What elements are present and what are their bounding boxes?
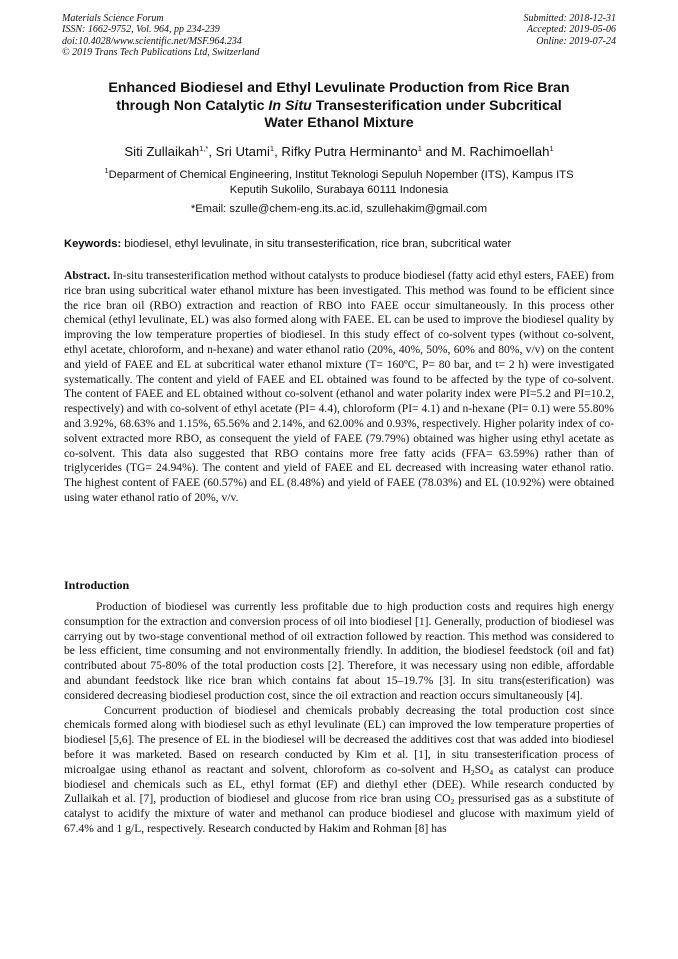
keywords bbox=[64, 238, 614, 250]
author-affiliation-mark: 1 bbox=[269, 144, 275, 153]
journal-header-right bbox=[524, 13, 617, 47]
paragraph-text: SO bbox=[474, 762, 490, 776]
affiliation-mark: 1 bbox=[104, 166, 109, 175]
title-text: through Non Catalytic bbox=[116, 97, 269, 114]
subscript: 2 bbox=[470, 767, 475, 777]
affiliation bbox=[70, 168, 608, 198]
author-affiliation-mark: 1 bbox=[549, 144, 554, 153]
author-name: Siti Zullaikah bbox=[124, 144, 200, 159]
keywords-text: biodiesel, ethyl levulinate, in situ transesterification, rice bran, subcritical water bbox=[121, 238, 512, 250]
email-line: *Email: szulle@chem-eng.its.ac.id, szullehakim@gmail.com bbox=[190, 203, 488, 215]
author-list bbox=[40, 144, 638, 159]
paper-title bbox=[60, 80, 618, 133]
online-date: Online: 2019-07-24 bbox=[536, 35, 616, 47]
author-affiliation-mark: 1,* bbox=[199, 144, 209, 153]
introduction-body bbox=[64, 600, 614, 837]
paragraph: Production of biodiesel was currently less profitable due to high production costs and requires high energy consumption for the extraction and conversion process of oil into biodiesel [1]. Generally, production of biodiesel was carrying out by two-stage conventional method of oil extraction followed by reaction. This method was considered to be less efficient, time consuming and not environmentally friendly. In addition, the biodiesel feedstock (oil and fat) contributed about 75-80% of the total production costs [2]. Therefore, it was necessary using non edible, affordable and abundant feedstock like rice bran which contains fat about 15–19.7% [3]. In situ trans(esterification) was considered decreasing biodiesel production cost, since the oil extraction and reaction occurs simultaneously [4]. bbox=[64, 600, 614, 702]
affiliation-line-1 bbox=[70, 168, 608, 183]
title-line-1: Enhanced Biodiesel and Ethyl Levulinate Production from Rice Bran bbox=[108, 80, 570, 96]
abstract bbox=[64, 269, 614, 506]
paragraph bbox=[64, 704, 614, 837]
issn-line: ISSN: 1662-9752, Vol. 964, pp 234-239 bbox=[62, 24, 220, 36]
title-line-3: Water Ethanol Mixture bbox=[264, 115, 414, 131]
paragraph-text: pressurised gas as a substitute of catalyst to acidify the mixture of water and methanol can produce biodiesel and glucose with maximum yield of 67.4% and 1 g/L, respectively. Research conducted by Hakim and Rohman [8] has bbox=[64, 792, 614, 835]
title-italic-text: In Situ bbox=[268, 97, 312, 114]
subscript: 2 bbox=[450, 797, 455, 807]
keywords-label: Keywords: bbox=[64, 238, 122, 250]
paragraph-text: Concurrent production of biodiesel and chemicals probably decreasing the total production cost since chemicals formed along with biodiesel such as ethyl levulinate (EL) can improved the low temperature properties of biodiesel [5,6]. The presence of EL in the biodiesel will be decreased the additives cost that was added into biodiesel before it was marketed. Based on research conducted by Kim et al. [1], in situ transesterification process of microalgae using ethanol as reactant and solvent, chloroform as co-solvent and H bbox=[64, 703, 614, 776]
accepted-date: Accepted: 2019-05-06 bbox=[526, 24, 616, 36]
paragraph-text: as catalyst can produce biodiesel and chemicals such as EL, ethyl format (EF) and diethyl ether (DEE). While research conducted by Zullaikah et al. [7], production of biodiesel and glucose from rice bran using CO bbox=[64, 762, 614, 806]
doi-line: doi:10.4028/www.scientific.net/MSF.964.234 bbox=[62, 35, 242, 47]
journal-header-left bbox=[62, 13, 260, 58]
title-text: Transesterification under Subcritical bbox=[311, 97, 562, 114]
title-line-2 bbox=[60, 98, 618, 116]
author-affiliation-mark: 1 bbox=[417, 144, 422, 153]
section-title-introduction: Introduction bbox=[64, 578, 130, 592]
author-name: , Rifky Putra Herminanto bbox=[274, 144, 418, 159]
abstract-text: In-situ transesterification method without catalysts to produce biodiesel (fatty acid ethyl esters, FAEE) from rice bran using subcritical water ethanol mixture has been investigated. This method was found to be efficient since the rice bran oil (RBO) extraction and reaction of RBO into FAEE occur simultaneously. In this process other chemical (ethyl levulinate, EL) was also formed along with FAEE. EL can be used to improve the biodiesel quality by improving the low temperature properties of biodiesel. In this study effect of co-solvent types (without co-solvent, ethyl acetate, chloroform, and n-hexane) and water ethanol ratio (20%, 40%, 50%, 60% and 80%, v/v) on the content and yield of FAEE and EL at subcritical water ethanol mixture (T= 160ºC, P= 80 bar, and t= 2 h) were investigated systematically. The content and yield of FAEE and EL obtained was found to be affected by the type of co-solvent. The content of FAEE and EL obtained without co-solvent (ethanol and water polarity index were PI=5.2 and PI=10.2, respectively) and with co-solvent of ethyl acetate (PI= 4.4), chloroform (PI= 4.1) and n-hexane (PI= 0.1) were 55.80% and 3.92%, 68.63% and 1.15%, 65.56% and 2.14%, and 62.00% and 0.93%, respectively. Higher polarity index of co-solvent extracted more RBO, as consequent the yield of FAEE (79.79%) obtained was higher using ethyl acetate as co-solvent. This data also suggested that RBO contains more free fatty acids (FFA= 63.59%) rather than of triglycerides (TG= 24.94%). The content and yield of FAEE and EL decreased with increasing water ethanol ratio. The highest content of FAEE (60.57%) and EL (8.48%) and yield of FAEE (78.03%) and EL (10.92%) were obtained using water ethanol ratio of 20%, v/v. bbox=[64, 269, 614, 504]
subscript: 4 bbox=[489, 767, 494, 777]
journal-name: Materials Science Forum bbox=[62, 13, 164, 24]
author-name: , Sri Utami bbox=[208, 144, 270, 159]
author-name: and M. Rachimoellah bbox=[421, 144, 550, 159]
submitted-date: Submitted: 2018-12-31 bbox=[523, 13, 616, 24]
abstract-label: Abstract. bbox=[64, 269, 111, 282]
affiliation-line-2: Keputih Sukolilo, Surabaya 60111 Indonesia bbox=[229, 184, 449, 196]
copyright-line: © 2019 Trans Tech Publications Ltd, Switzerland bbox=[62, 46, 260, 58]
affiliation-text: Deparment of Chemical Engineering, Institut Teknologi Sepuluh Nopember (ITS), Kampus ITS bbox=[108, 169, 574, 181]
